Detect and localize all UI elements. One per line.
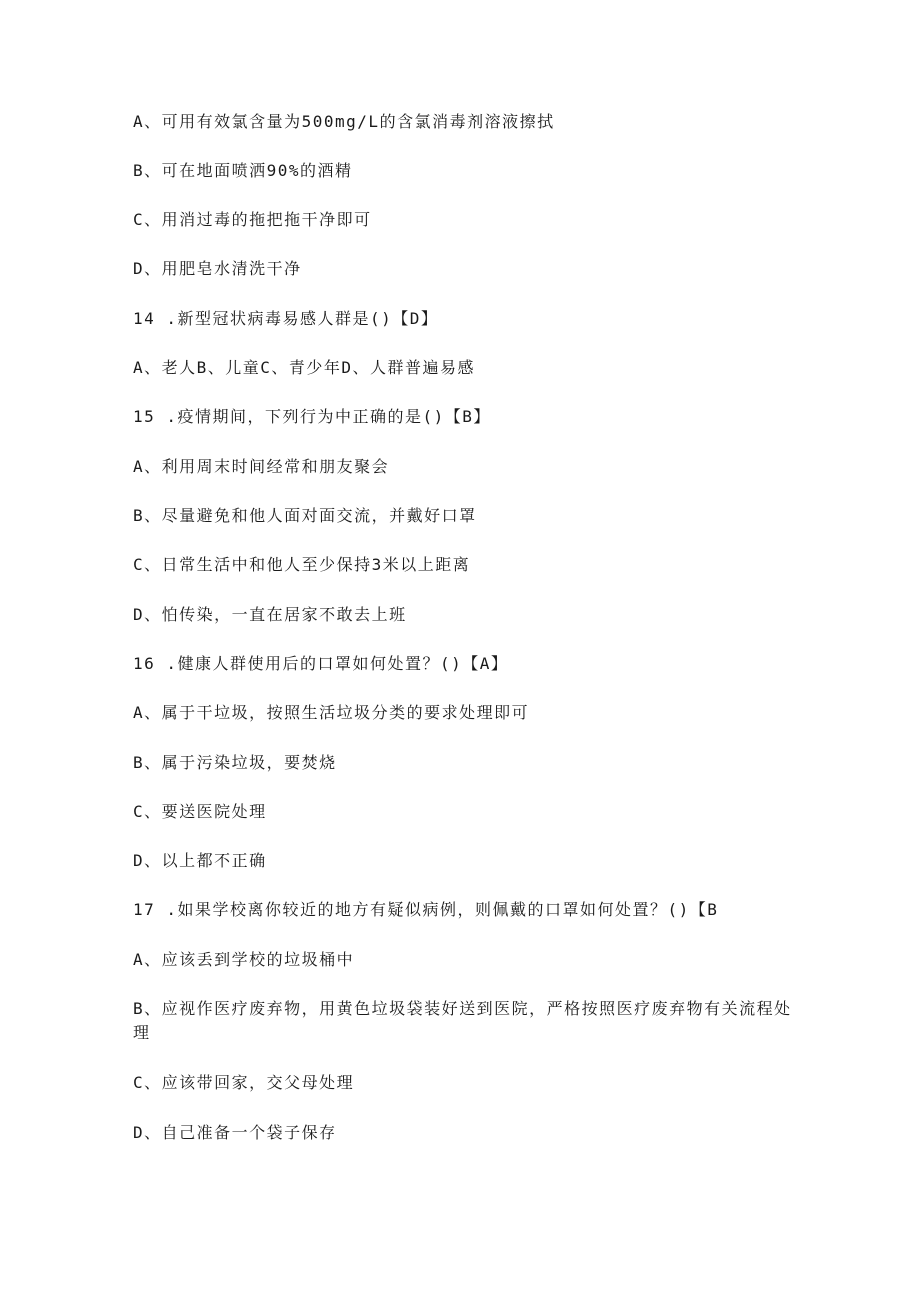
option-line: C、用消过毒的拖把拖干净即可 <box>133 210 372 229</box>
option-line: D、怕传染，一直在居家不敢去上班 <box>133 605 407 624</box>
option-line: C、日常生活中和他人至少保持3米以上距离 <box>133 555 471 574</box>
question-16: 16 .健康人群使用后的口罩如何处置？()【A】 <box>133 654 509 673</box>
question-15: 15 .疫情期间，下列行为中正确的是()【B】 <box>133 407 491 426</box>
question-17: 17 .如果学校离你较近的地方有疑似病例，则佩戴的口罩如何处置？()【B <box>133 900 719 919</box>
question-14: 14 .新型冠状病毒易感人群是()【D】 <box>133 309 439 328</box>
option-line: B、可在地面喷洒90%的酒精 <box>133 161 353 180</box>
option-line: D、用肥皂水清洗干净 <box>133 259 302 278</box>
option-line: D、自己准备一个袋子保存 <box>133 1123 337 1142</box>
option-line: A、可用有效氯含量为500mg/L的含氯消毒剂溶液擦拭 <box>133 112 555 131</box>
option-line: D、以上都不正确 <box>133 851 267 870</box>
option-line: A、利用周末时间经常和朋友聚会 <box>133 457 390 476</box>
option-line: C、应该带回家，交父母处理 <box>133 1073 355 1092</box>
option-line: B、属于污染垃圾，要焚烧 <box>133 753 337 772</box>
option-line: B、应视作医疗废弃物，用黄色垃圾袋装好送到医院，严格按照医疗废弃物有关流程处理 <box>133 999 792 1042</box>
option-line: A、应该丢到学校的垃圾桶中 <box>133 950 355 969</box>
option-line: C、要送医院处理 <box>133 802 267 821</box>
option-line: A、属于干垃圾，按照生活垃圾分类的要求处理即可 <box>133 703 530 722</box>
option-line: B、尽量避免和他人面对面交流，并戴好口罩 <box>133 506 477 525</box>
option-line: A、老人B、儿童C、青少年D、人群普遍易感 <box>133 358 476 377</box>
